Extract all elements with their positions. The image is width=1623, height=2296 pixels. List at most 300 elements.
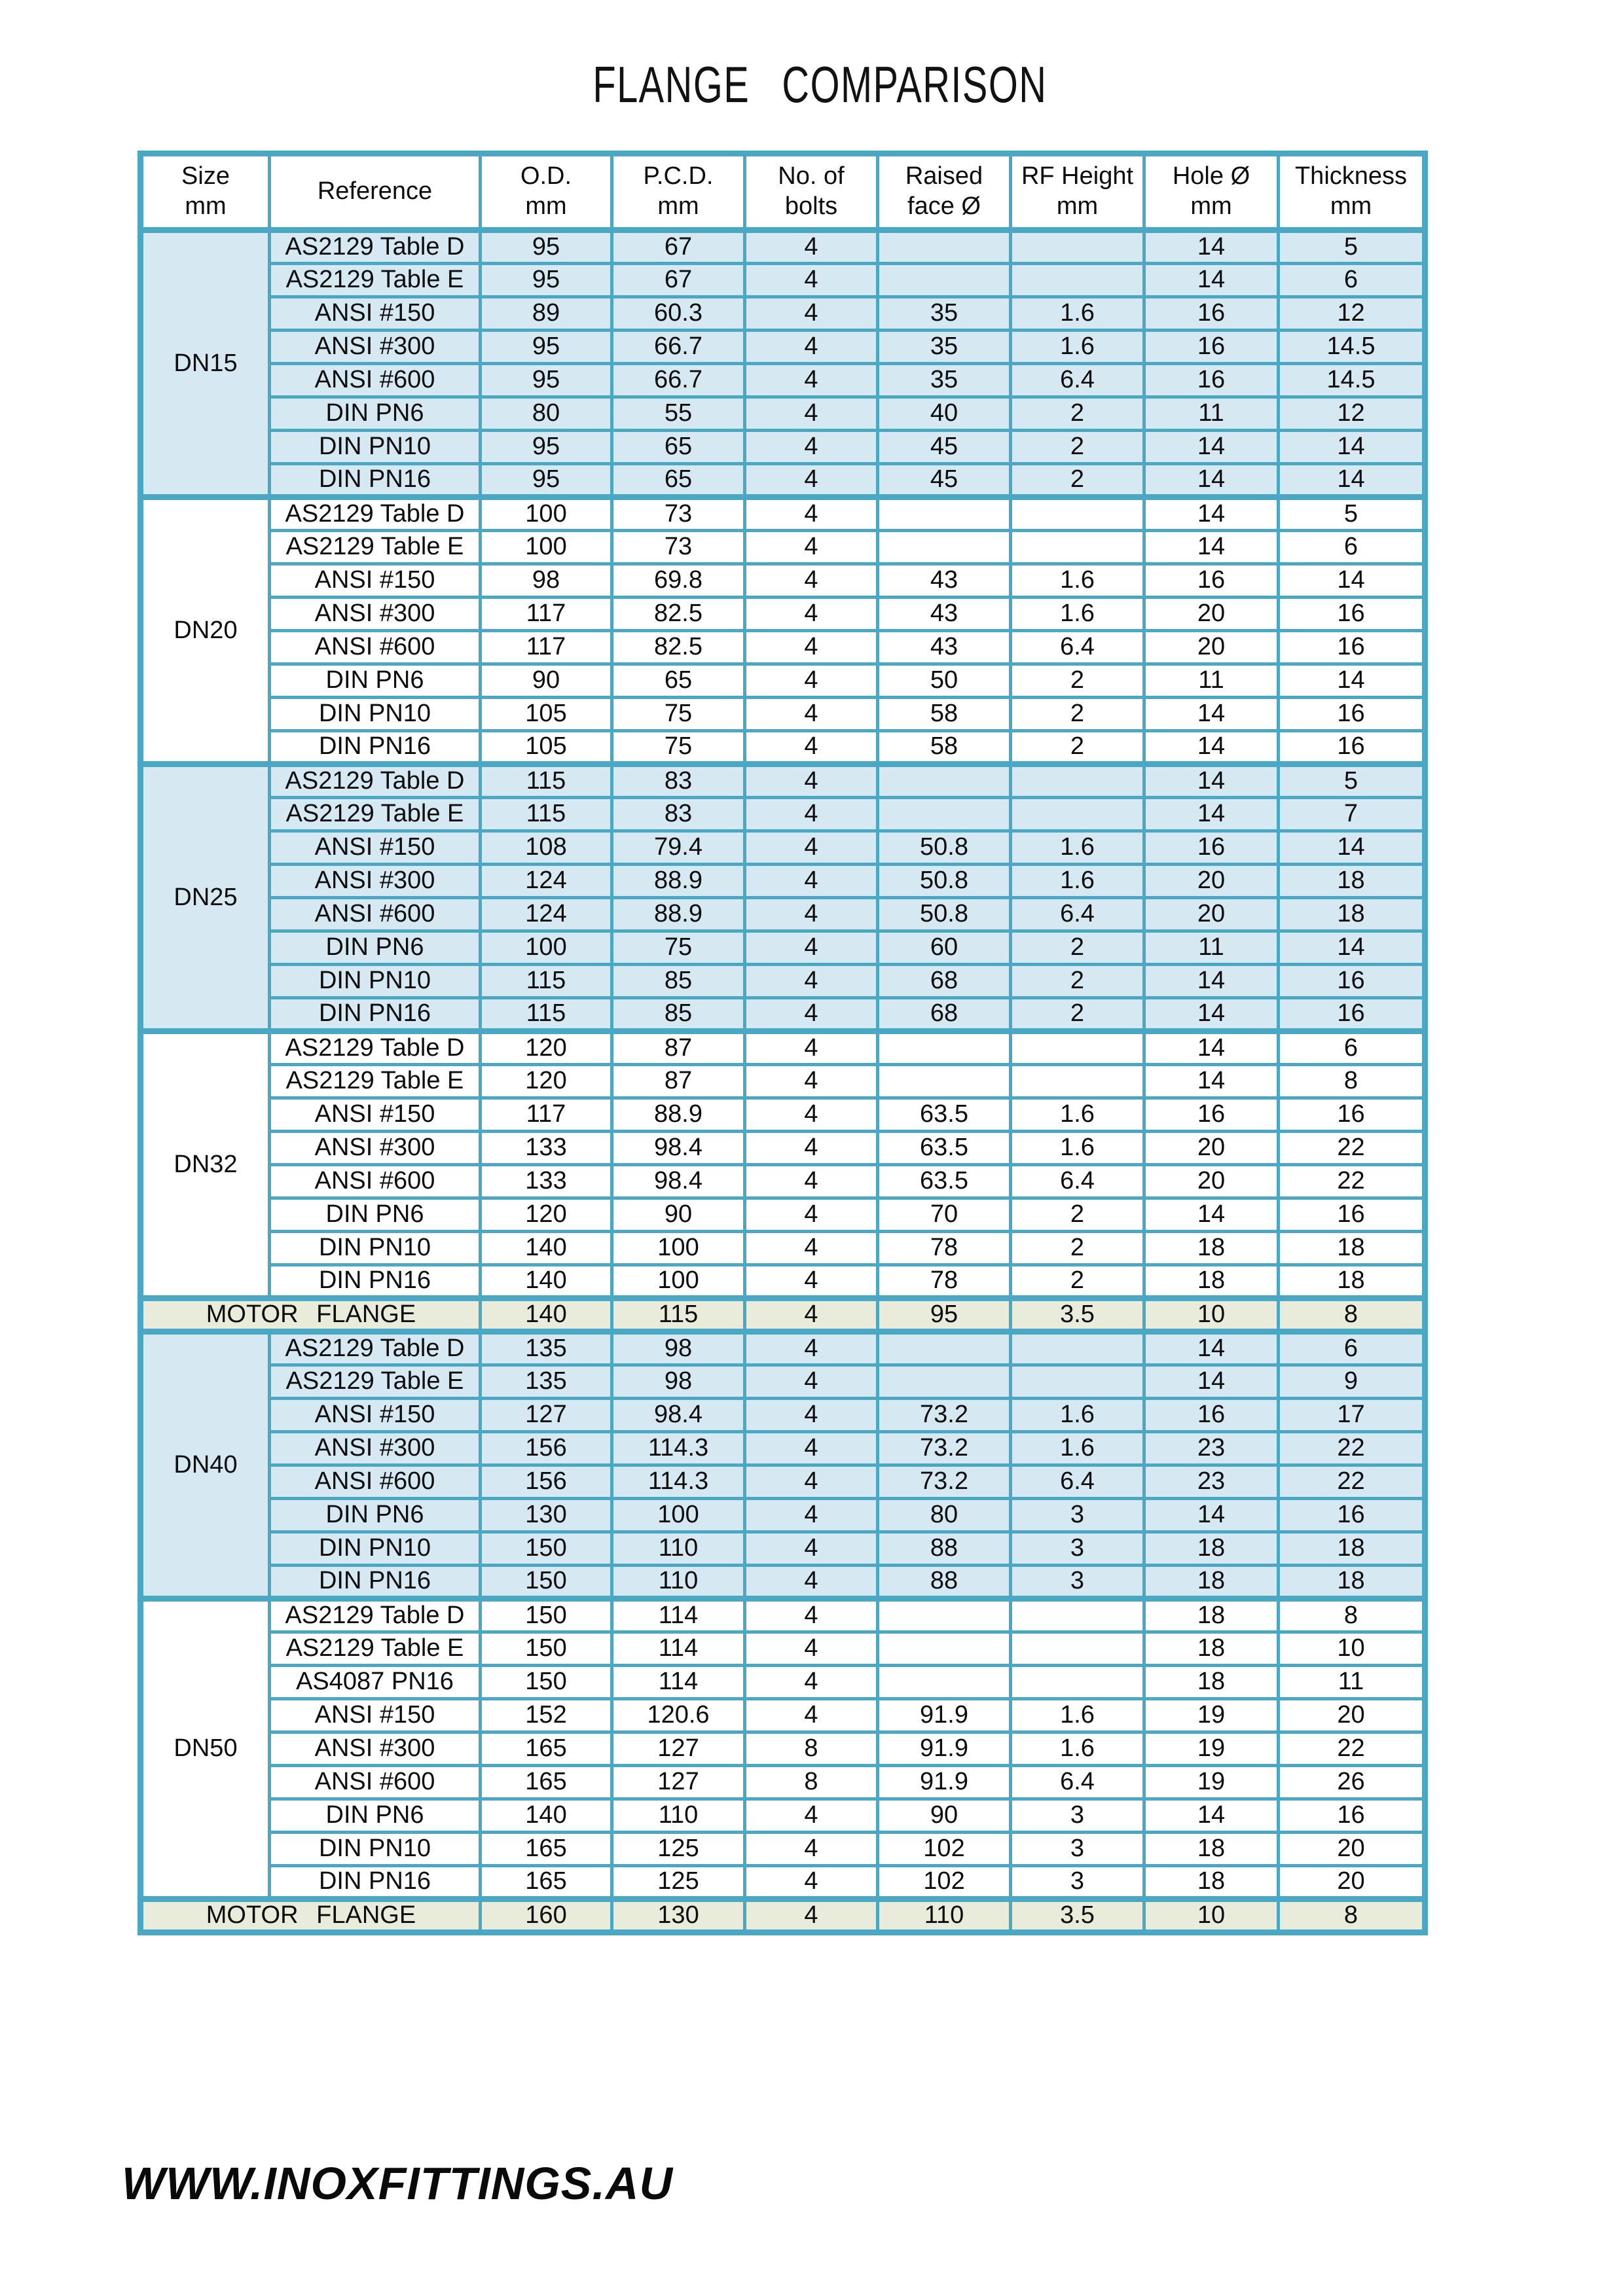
- cell: 3: [1011, 1499, 1144, 1532]
- cell: 78: [878, 1265, 1011, 1299]
- cell: [1011, 497, 1144, 531]
- cell: 4: [745, 1833, 878, 1866]
- cell: 4: [745, 731, 878, 764]
- table-row-dn25-3: [141, 865, 1425, 898]
- reference-cell: DIN PN6: [270, 397, 481, 431]
- cell: 4: [745, 931, 878, 965]
- flange-comparison-table: [137, 151, 1428, 1935]
- reference-cell: DIN PN10: [270, 1232, 481, 1265]
- column-header-text: Reference: [317, 177, 433, 206]
- cell: 16: [1279, 1799, 1425, 1833]
- cell: 22: [1279, 1432, 1425, 1465]
- column-header-6: [1011, 154, 1144, 230]
- cell: 4: [745, 464, 878, 497]
- cell: 6.4: [1011, 1465, 1144, 1499]
- cell: 73.2: [878, 1399, 1011, 1432]
- cell: 1.6: [1011, 1399, 1144, 1432]
- cell: 3: [1011, 1799, 1144, 1833]
- cell: 67: [612, 230, 745, 264]
- cell: 4: [745, 1799, 878, 1833]
- cell: 95: [481, 264, 612, 297]
- cell: 14: [1144, 1332, 1279, 1365]
- cell: 18: [1144, 1666, 1279, 1699]
- cell: 18: [1144, 1599, 1279, 1632]
- cell: 40: [878, 397, 1011, 431]
- cell: 16: [1144, 331, 1279, 364]
- column-header-4: [745, 154, 878, 230]
- cell: 60: [878, 931, 1011, 965]
- cell: 16: [1279, 631, 1425, 664]
- table-row-dn20-1: [141, 531, 1425, 564]
- cell: [878, 1031, 1011, 1065]
- cell: 100: [481, 531, 612, 564]
- cell: 90: [481, 664, 612, 698]
- cell: 100: [481, 931, 612, 965]
- cell: 114: [612, 1599, 745, 1632]
- cell: 2: [1011, 965, 1144, 998]
- cell: 20: [1144, 1132, 1279, 1165]
- cell: [878, 1332, 1011, 1365]
- cell: 4: [745, 1699, 878, 1732]
- column-header-text: Raised: [905, 162, 983, 190]
- cell: 110: [612, 1532, 745, 1566]
- cell: 16: [1279, 1198, 1425, 1232]
- cell: 114.3: [612, 1465, 745, 1499]
- reference-cell: ANSI #150: [270, 1098, 481, 1132]
- cell: 150: [481, 1566, 612, 1599]
- cell: 98.4: [612, 1399, 745, 1432]
- cell: 98: [612, 1332, 745, 1365]
- table-row-dn15-1: [141, 264, 1425, 297]
- column-header-8: [1279, 154, 1425, 230]
- reference-cell: ANSI #150: [270, 297, 481, 331]
- cell: 14: [1279, 931, 1425, 965]
- cell: 1.6: [1011, 297, 1144, 331]
- cell: 14.5: [1279, 364, 1425, 397]
- cell: 6.4: [1011, 1165, 1144, 1198]
- cell: 130: [481, 1499, 612, 1532]
- cell: 18: [1144, 1532, 1279, 1566]
- cell: 50: [878, 664, 1011, 698]
- table-row-dn20-4: [141, 631, 1425, 664]
- cell: 8: [1279, 1899, 1425, 1933]
- cell: 4: [745, 698, 878, 731]
- cell: 114: [612, 1632, 745, 1666]
- cell: 127: [612, 1732, 745, 1766]
- column-header-text: O.D.: [520, 162, 572, 190]
- reference-cell: ANSI #150: [270, 564, 481, 598]
- cell: 7: [1279, 798, 1425, 831]
- table-row-dn32-3: [141, 1132, 1425, 1165]
- cell: 110: [612, 1566, 745, 1599]
- cell: 16: [1144, 297, 1279, 331]
- cell: 4: [745, 1666, 878, 1699]
- cell: 14: [1144, 731, 1279, 764]
- cell: 95: [878, 1299, 1011, 1332]
- cell: 80: [481, 397, 612, 431]
- cell: 4: [745, 1532, 878, 1566]
- motor-flange-row: [141, 1299, 1425, 1332]
- cell: 16: [1144, 364, 1279, 397]
- reference-cell: AS2129 Table D: [270, 497, 481, 531]
- cell: 43: [878, 564, 1011, 598]
- cell: 50.8: [878, 865, 1011, 898]
- cell: 68: [878, 998, 1011, 1031]
- reference-cell: AS2129 Table D: [270, 1599, 481, 1632]
- cell: [878, 264, 1011, 297]
- cell: 160: [481, 1899, 612, 1933]
- cell: 102: [878, 1866, 1011, 1899]
- reference-cell: DIN PN10: [270, 965, 481, 998]
- cell: 12: [1279, 397, 1425, 431]
- cell: 165: [481, 1732, 612, 1766]
- cell: 135: [481, 1332, 612, 1365]
- cell: 14: [1279, 564, 1425, 598]
- cell: [1011, 264, 1144, 297]
- cell: 98: [612, 1365, 745, 1399]
- cell: 65: [612, 431, 745, 464]
- cell: 8: [745, 1732, 878, 1766]
- cell: 4: [745, 564, 878, 598]
- cell: 14: [1279, 664, 1425, 698]
- cell: 4: [745, 664, 878, 698]
- table-row-dn40-2: [141, 1399, 1425, 1432]
- cell: 102: [878, 1833, 1011, 1866]
- table-row-dn20-3: [141, 598, 1425, 631]
- table-body: [141, 230, 1425, 1933]
- reference-cell: ANSI #150: [270, 1699, 481, 1732]
- cell: 120: [481, 1031, 612, 1065]
- cell: 117: [481, 631, 612, 664]
- cell: 4: [745, 1299, 878, 1332]
- cell: 4: [745, 1499, 878, 1532]
- cell: 95: [481, 364, 612, 397]
- column-header-text: P.C.D.: [643, 162, 714, 190]
- table-row-dn32-0: [141, 1031, 1425, 1065]
- column-header-7: [1144, 154, 1279, 230]
- cell: 4: [745, 798, 878, 831]
- cell: 8: [1279, 1299, 1425, 1332]
- cell: [878, 230, 1011, 264]
- reference-cell: ANSI #600: [270, 1766, 481, 1799]
- cell: 20: [1144, 598, 1279, 631]
- table-row-dn20-2: [141, 564, 1425, 598]
- cell: 5: [1279, 230, 1425, 264]
- cell: 85: [612, 965, 745, 998]
- cell: [878, 1365, 1011, 1399]
- cell: 22: [1279, 1165, 1425, 1198]
- cell: 14: [1144, 230, 1279, 264]
- cell: 98.4: [612, 1165, 745, 1198]
- table-row-dn25-1: [141, 798, 1425, 831]
- cell: 4: [745, 598, 878, 631]
- cell: 58: [878, 731, 1011, 764]
- cell: 20: [1279, 1699, 1425, 1732]
- table-row-dn15-2: [141, 297, 1425, 331]
- cell: 6.4: [1011, 631, 1144, 664]
- cell: 4: [745, 431, 878, 464]
- cell: [1011, 1365, 1144, 1399]
- cell: 75: [612, 931, 745, 965]
- cell: 4: [745, 1899, 878, 1933]
- cell: [878, 531, 1011, 564]
- column-header-text: Hole Ø: [1172, 162, 1250, 190]
- cell: 124: [481, 865, 612, 898]
- cell: 20: [1144, 631, 1279, 664]
- cell: 4: [745, 865, 878, 898]
- table-row-dn20-0: [141, 497, 1425, 531]
- cell: 8: [745, 1766, 878, 1799]
- cell: 4: [745, 1031, 878, 1065]
- cell: 14: [1279, 464, 1425, 497]
- cell: 95: [481, 431, 612, 464]
- column-header-text: mm: [657, 192, 699, 220]
- cell: [1011, 531, 1144, 564]
- cell: 9: [1279, 1365, 1425, 1399]
- table-row-dn50-4: [141, 1732, 1425, 1766]
- reference-cell: AS2129 Table D: [270, 1332, 481, 1365]
- cell: 63.5: [878, 1165, 1011, 1198]
- cell: 4: [745, 1198, 878, 1232]
- reference-cell: ANSI #300: [270, 1432, 481, 1465]
- cell: 124: [481, 898, 612, 931]
- reference-cell: AS2129 Table D: [270, 230, 481, 264]
- cell: 19: [1144, 1732, 1279, 1766]
- cell: 2: [1011, 1232, 1144, 1265]
- cell: [878, 764, 1011, 798]
- column-header-text: mm: [185, 192, 227, 220]
- table-row-dn32-4: [141, 1165, 1425, 1198]
- cell: 3.5: [1011, 1899, 1144, 1933]
- cell: 156: [481, 1465, 612, 1499]
- cell: [878, 798, 1011, 831]
- cell: 6.4: [1011, 1766, 1144, 1799]
- cell: 91.9: [878, 1732, 1011, 1766]
- reference-cell: DIN PN6: [270, 1499, 481, 1532]
- cell: 91.9: [878, 1766, 1011, 1799]
- cell: 73: [612, 531, 745, 564]
- cell: 18: [1144, 1833, 1279, 1866]
- table-row-dn50-3: [141, 1699, 1425, 1732]
- size-label-dn50: DN50: [141, 1599, 270, 1899]
- motor-flange-row: [141, 1899, 1425, 1933]
- cell: 6.4: [1011, 898, 1144, 931]
- cell: 4: [745, 965, 878, 998]
- cell: 20: [1144, 1165, 1279, 1198]
- cell: 114: [612, 1666, 745, 1699]
- table-row-dn32-2: [141, 1098, 1425, 1132]
- cell: 23: [1144, 1465, 1279, 1499]
- cell: 26: [1279, 1766, 1425, 1799]
- cell: 14: [1144, 531, 1279, 564]
- table-row-dn32-6: [141, 1232, 1425, 1265]
- cell: 6.4: [1011, 364, 1144, 397]
- cell: 4: [745, 297, 878, 331]
- cell: 4: [745, 230, 878, 264]
- website-url: WWW.INOXFITTINGS.AU: [122, 2158, 674, 2209]
- cell: 20: [1144, 865, 1279, 898]
- table-row-dn25-7: [141, 998, 1425, 1031]
- cell: 115: [481, 998, 612, 1031]
- cell: 1.6: [1011, 331, 1144, 364]
- cell: 6: [1279, 1332, 1425, 1365]
- reference-cell: AS4087 PN16: [270, 1666, 481, 1699]
- cell: 16: [1144, 831, 1279, 865]
- column-header-text: mm: [525, 192, 567, 220]
- cell: 88.9: [612, 898, 745, 931]
- reference-cell: AS2129 Table D: [270, 1031, 481, 1065]
- reference-cell: DIN PN6: [270, 664, 481, 698]
- cell: 20: [1144, 898, 1279, 931]
- cell: 68: [878, 965, 1011, 998]
- reference-cell: AS2129 Table E: [270, 798, 481, 831]
- cell: 1.6: [1011, 564, 1144, 598]
- cell: 127: [481, 1399, 612, 1432]
- cell: 105: [481, 698, 612, 731]
- cell: 1.6: [1011, 1432, 1144, 1465]
- cell: 75: [612, 698, 745, 731]
- cell: 14.5: [1279, 331, 1425, 364]
- cell: 4: [745, 1866, 878, 1899]
- cell: 117: [481, 1098, 612, 1132]
- cell: 130: [612, 1899, 745, 1933]
- cell: 18: [1279, 1232, 1425, 1265]
- table-row-dn50-0: [141, 1599, 1425, 1632]
- size-label-dn25: DN25: [141, 764, 270, 1031]
- cell: 6: [1279, 1031, 1425, 1065]
- column-header-text: mm: [1330, 192, 1372, 220]
- cell: 4: [745, 1399, 878, 1432]
- cell: 4: [745, 497, 878, 531]
- column-header-3: [612, 154, 745, 230]
- size-label-dn20: DN20: [141, 497, 270, 764]
- cell: 18: [1144, 1265, 1279, 1299]
- cell: 66.7: [612, 331, 745, 364]
- cell: 135: [481, 1365, 612, 1399]
- cell: 120: [481, 1065, 612, 1098]
- cell: 2: [1011, 998, 1144, 1031]
- cell: 108: [481, 831, 612, 865]
- reference-cell: AS2129 Table D: [270, 764, 481, 798]
- cell: 2: [1011, 1265, 1144, 1299]
- cell: 115: [481, 798, 612, 831]
- reference-cell: DIN PN10: [270, 1833, 481, 1866]
- table-row-dn32-7: [141, 1265, 1425, 1299]
- cell: [878, 1632, 1011, 1666]
- reference-cell: DIN PN16: [270, 464, 481, 497]
- cell: 3: [1011, 1566, 1144, 1599]
- cell: 3: [1011, 1866, 1144, 1899]
- cell: [1011, 1599, 1144, 1632]
- cell: 22: [1279, 1465, 1425, 1499]
- cell: 2: [1011, 1198, 1144, 1232]
- cell: 18: [1279, 1532, 1425, 1566]
- size-label-dn40: DN40: [141, 1332, 270, 1599]
- reference-cell: DIN PN10: [270, 698, 481, 731]
- cell: 1.6: [1011, 1699, 1144, 1732]
- cell: 16: [1279, 698, 1425, 731]
- cell: 16: [1279, 1098, 1425, 1132]
- cell: 133: [481, 1132, 612, 1165]
- reference-cell: AS2129 Table E: [270, 531, 481, 564]
- cell: 16: [1144, 1399, 1279, 1432]
- cell: [878, 1065, 1011, 1098]
- cell: 4: [745, 764, 878, 798]
- cell: 95: [481, 230, 612, 264]
- cell: 98: [481, 564, 612, 598]
- cell: 2: [1011, 664, 1144, 698]
- cell: 1.6: [1011, 1732, 1144, 1766]
- table-row-dn20-7: [141, 731, 1425, 764]
- cell: 2: [1011, 431, 1144, 464]
- cell: 14: [1144, 798, 1279, 831]
- table-row-dn20-5: [141, 664, 1425, 698]
- column-header-1: [270, 154, 481, 230]
- cell: 6: [1279, 264, 1425, 297]
- cell: 6: [1279, 531, 1425, 564]
- cell: 4: [745, 1432, 878, 1465]
- cell: 100: [612, 1499, 745, 1532]
- table-row-dn40-7: [141, 1566, 1425, 1599]
- column-header-text: mm: [1190, 192, 1232, 220]
- cell: 14: [1144, 1031, 1279, 1065]
- table-row-dn25-2: [141, 831, 1425, 865]
- page-title: FLANGE COMPARISON: [593, 56, 1048, 113]
- cell: 45: [878, 464, 1011, 497]
- cell: 152: [481, 1699, 612, 1732]
- table-row-dn40-3: [141, 1432, 1425, 1465]
- cell: 4: [745, 1332, 878, 1365]
- cell: 14: [1144, 698, 1279, 731]
- table-row-dn50-7: [141, 1833, 1425, 1866]
- cell: 133: [481, 1165, 612, 1198]
- cell: 90: [612, 1198, 745, 1232]
- cell: 87: [612, 1065, 745, 1098]
- cell: 11: [1279, 1666, 1425, 1699]
- cell: 90: [878, 1799, 1011, 1833]
- column-header-text: bolts: [784, 192, 838, 220]
- cell: 4: [745, 531, 878, 564]
- cell: 63.5: [878, 1132, 1011, 1165]
- cell: 18: [1279, 898, 1425, 931]
- cell: 115: [481, 764, 612, 798]
- cell: 70: [878, 1198, 1011, 1232]
- reference-cell: AS2129 Table E: [270, 1632, 481, 1666]
- cell: 50.8: [878, 831, 1011, 865]
- cell: 2: [1011, 698, 1144, 731]
- table-row-dn50-8: [141, 1866, 1425, 1899]
- cell: 43: [878, 631, 1011, 664]
- cell: 18: [1144, 1632, 1279, 1666]
- cell: 16: [1279, 731, 1425, 764]
- cell: [878, 497, 1011, 531]
- cell: 125: [612, 1833, 745, 1866]
- cell: 55: [612, 397, 745, 431]
- cell: 10: [1279, 1632, 1425, 1666]
- reference-cell: AS2129 Table E: [270, 264, 481, 297]
- cell: 140: [481, 1265, 612, 1299]
- table-row-dn50-6: [141, 1799, 1425, 1833]
- table-row-dn32-1: [141, 1065, 1425, 1098]
- cell: 63.5: [878, 1098, 1011, 1132]
- cell: [878, 1666, 1011, 1699]
- cell: [1011, 798, 1144, 831]
- cell: 2: [1011, 731, 1144, 764]
- column-header-0: [141, 154, 270, 230]
- reference-cell: ANSI #600: [270, 898, 481, 931]
- cell: 16: [1144, 564, 1279, 598]
- table-row-dn15-5: [141, 397, 1425, 431]
